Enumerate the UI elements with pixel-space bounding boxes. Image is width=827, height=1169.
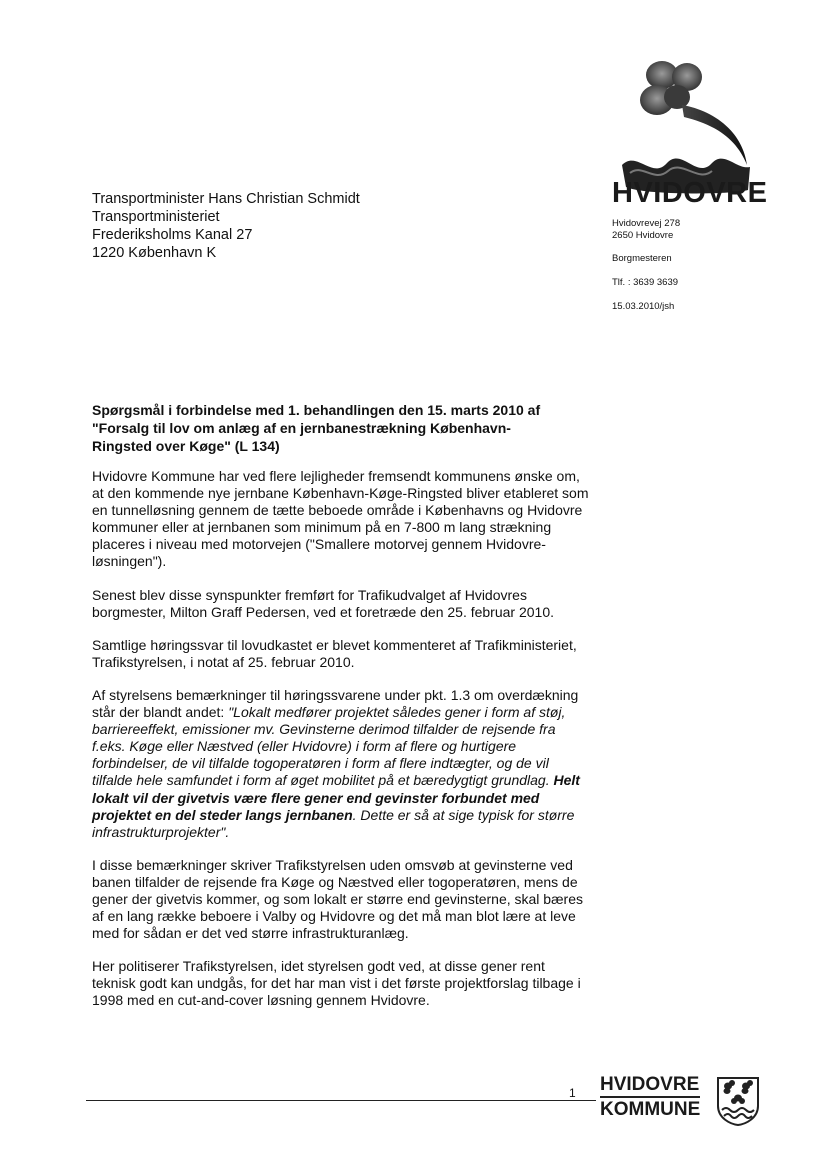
body-paragraph: Her politiserer Trafikstyrelsen, idet styrelsen godt ved, at disse gener rent teknisk godt kan undgås, for det har man vist i det første projektforslag tilbage i 1998 med en cut-and-cover løsning gennem Hvidovre. — [92, 958, 581, 1009]
quote-bold-italic: Helt lokalt vil der givetvis være flere gener end gevinster forbundet med projektet en del steder langs jernbanen — [92, 772, 580, 823]
sender-office: Borgmesteren — [612, 253, 672, 264]
body-paragraph-quote — [92, 687, 592, 841]
sender-date-ref: 15.03.2010/jsh — [612, 301, 675, 312]
quote-end: . Dette er så at sige typisk for større infrastrukturprojekter". — [92, 806, 575, 840]
footer-brand-line2: KOMMUNE — [600, 1096, 700, 1121]
quote-italic: "Lokalt medfører projektet således gener i form af støj, barriereeffekt, emissioner mv. Gevinsterne derimod tilfalder de rejsende fra f.eks. Køge eller Næstved (eller Hvidovre) i form af flere og hurtigere forbindelser, de vil tilfalde togoperatøren i form af flere indtægter, og de vil tilfalde hele samfundet i form af øget mobilitet på et bæredygtigt grundlag. — [92, 704, 566, 789]
quote-intro: Af styrelsens bemærkninger til høringssvarene under pkt. 1.3 om overdækning står der blandt andet: — [92, 686, 579, 721]
subject-line: Ringsted over Køge" (L 134) — [92, 438, 280, 454]
footer-rule — [86, 1100, 596, 1101]
letter-subject — [92, 401, 612, 455]
sender-info — [612, 218, 680, 313]
recipient-address — [92, 190, 360, 262]
page-number: 1 — [569, 1086, 576, 1100]
subject-line: Spørgsmål i forbindelse med 1. behandlingen den 15. marts 2010 af — [92, 402, 541, 418]
sender-phone: Tlf. : 3639 3639 — [612, 277, 679, 288]
footer-brand-line1: HVIDOVRE — [600, 1074, 700, 1095]
body-paragraph: Samtlige høringssvar til lovudkastet er blevet kommenteret af Trafikministeriet, Trafikstyrelsen, i notat af 25. februar 2010. — [92, 636, 577, 670]
letter-body — [92, 468, 592, 1026]
body-paragraph: I disse bemærkninger skriver Trafikstyrelsen uden omsvøb at gevinsterne ved banen tilfalder de rejsende fra Køge og Næstved eller togoperatøren, mens de gener der givetvis kommer, og som lokalt er større end gevinsterne, skal bæres af en lang række beboere i Valby og Hvidovre og det må man blot lære at leve med for sådan er det ved større infrastrukturanlæg. — [92, 856, 583, 942]
footer-brand — [600, 1074, 700, 1121]
recipient-line: Transportministeriet — [92, 209, 220, 225]
municipal-crest-icon — [716, 1076, 760, 1126]
sender-brand: HVIDOVRE — [612, 177, 768, 209]
body-paragraph: Senest blev disse synspunkter fremført for Trafikudvalget af Hvidovres borgmester, Milton Graff Pedersen, ved et foretræde den 25. februar 2010. — [92, 586, 555, 620]
recipient-line: Transportminister Hans Christian Schmidt — [92, 191, 360, 207]
subject-line: "Forsalg til lov om anlæg af en jernbanestrækning København- — [92, 420, 511, 436]
sender-address-line: Hvidovrevej 278 — [612, 218, 681, 229]
recipient-line: 1220 København K — [92, 245, 217, 261]
recipient-line: Frederiksholms Kanal 27 — [92, 227, 253, 243]
body-paragraph: Hvidovre Kommune har ved flere lejligheder fremsendt kommunens ønske om, at den kommende nye jernbane København-Køge-Ringsted bliver etableret som en tunnelløsning gennem de tætte beboede område i Københavns og Hvidovre kommuner eller at jernbanen som minimum på en 7-800 m lang strækning placeres i niveau med motorvejen ("Smallere motorvej gennem Hvidovre-løsningen"). — [92, 468, 589, 570]
sender-address-line: 2650 Hvidovre — [612, 230, 674, 241]
